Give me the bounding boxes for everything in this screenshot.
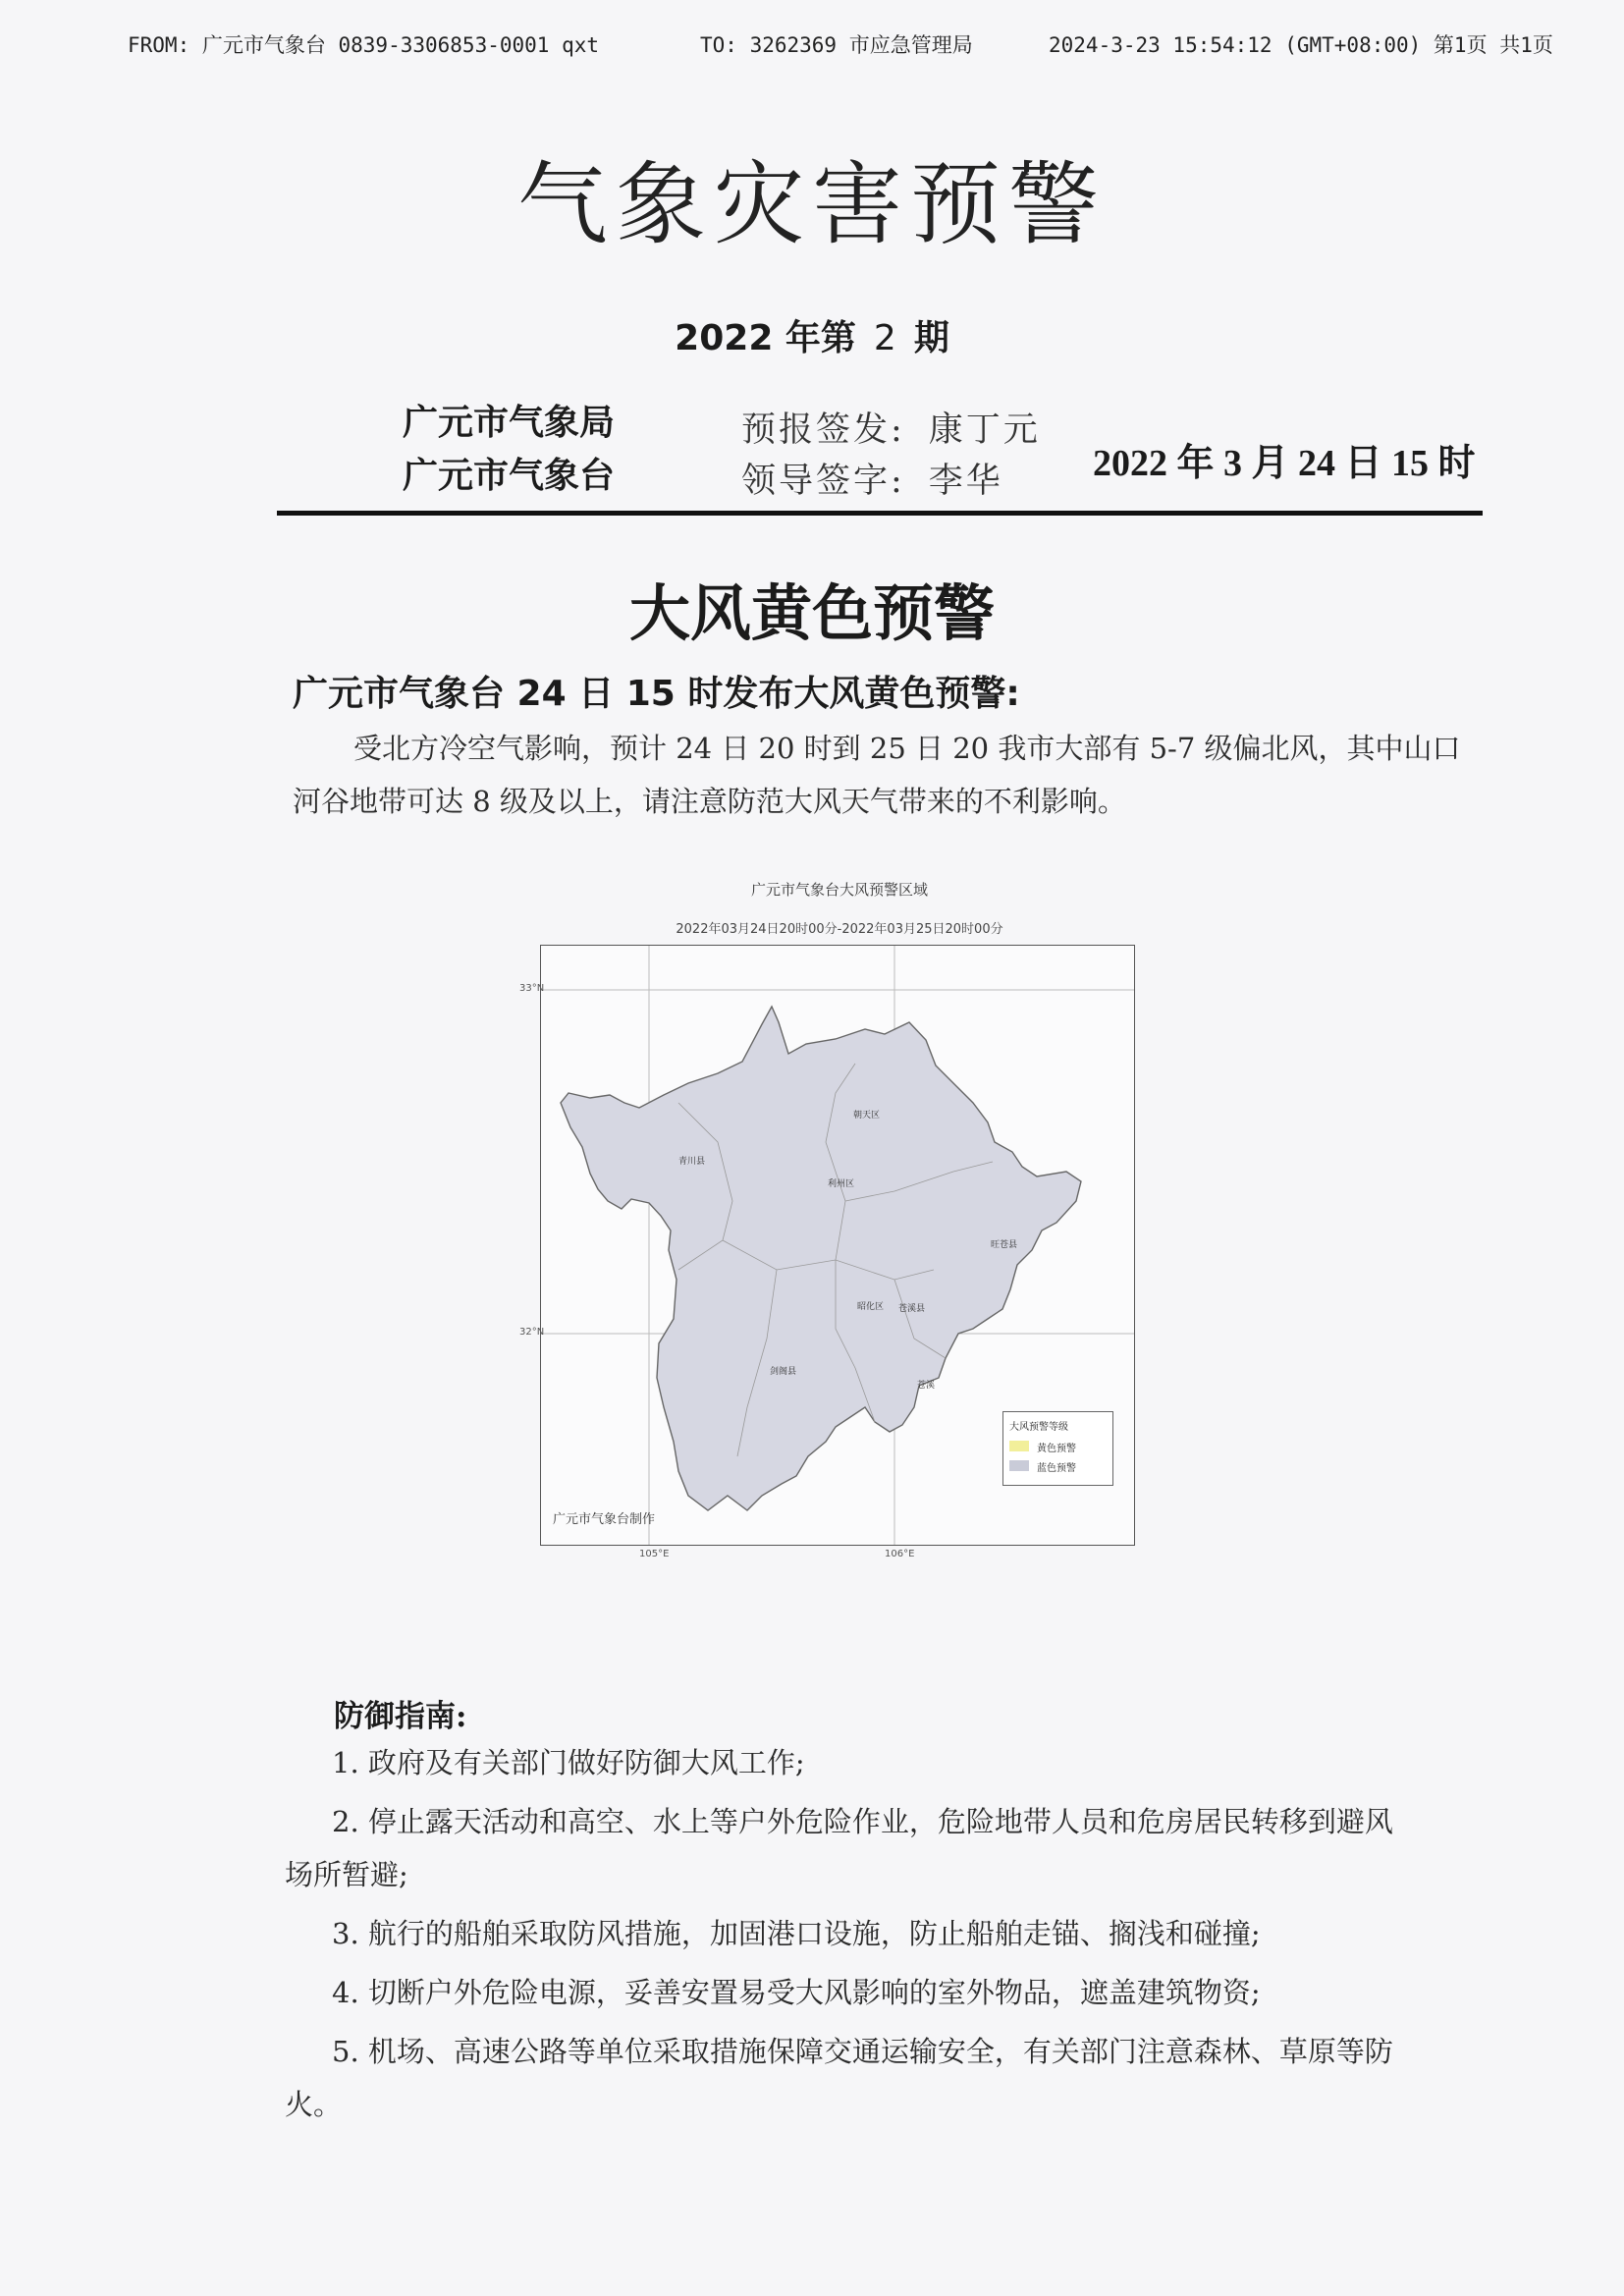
warning-body: 受北方冷空气影响，预计 24 日 20 时到 25 日 20 我市大部有 5-7 级偏北风，其中山口河谷地带可达 8 级及以上，请注意防范大风天气带来的不利影响。: [293, 732, 1461, 818]
fax-time: 2024-3-23 15:54:12 (GMT+08:00) 第1页 共1页: [1049, 33, 1553, 57]
county-label: 青川县: [678, 1157, 706, 1167]
document-title: 气象灾害预警: [516, 152, 1107, 257]
fax-to: TO: 3262369 市应急管理局: [700, 33, 973, 57]
header-divider: [277, 511, 1483, 516]
lat-label-top: 33°N: [519, 983, 545, 994]
issue-line: [0, 310, 1624, 360]
legend-label-yellow: 黄色预警: [1037, 1444, 1076, 1454]
issue-number: 2: [873, 318, 896, 358]
leader-signer-name: 李华: [928, 462, 1003, 501]
forecast-signer: [741, 403, 1041, 452]
map-credit: 广元市气象台制作: [553, 1512, 656, 1527]
legend-item-blue: [1009, 1459, 1108, 1473]
county-label: 苍溪县: [898, 1304, 926, 1314]
guide-heading: 防御指南:: [334, 1699, 467, 1734]
forecast-signer-name: 康丁元: [928, 410, 1041, 450]
lat-label-mid: 32°N: [519, 1327, 545, 1338]
warning-title: 大风黄色预警: [628, 577, 995, 649]
issue-date: 2022 年 3 月 24 日 15 时: [1093, 443, 1476, 484]
map-frame: [519, 945, 1135, 1559]
guide-item: 2. 停止露天活动和高空、水上等户外危险作业，危险地带人员和危房居民转移到避风场所暂避;: [285, 1805, 1393, 1891]
map-subtitle: 2022年03月24日20时00分-2022年03月25日20时00分: [676, 922, 1003, 937]
warning-lead: 广元市气象台 24 日 15 时发布大风黄色预警:: [293, 674, 1020, 714]
county-label: 利州区: [828, 1179, 855, 1189]
guide-item: 4. 切断户外危险电源，妥善安置易受大风影响的室外物品，遮盖建筑物资;: [332, 1976, 1261, 2009]
legend-title: 大风预警等级: [1009, 1422, 1068, 1433]
legend-swatch-yellow: [1009, 1441, 1029, 1451]
guide-item: 5. 机场、高速公路等单位采取措施保障交通运输安全，有关部门注意森林、草原等防火。: [285, 2035, 1393, 2121]
issue-prefix: 2022 年第: [675, 318, 856, 358]
legend-item-yellow: [1009, 1440, 1108, 1453]
map-title: 广元市气象台大风预警区域: [750, 881, 928, 899]
guide-item: 3. 航行的船舶采取防风措施，加固港口设施，防止船舶走锚、搁浅和碰撞;: [332, 1917, 1261, 1950]
org-bureau: 广元市气象局: [403, 402, 616, 443]
county-label: 剑阁县: [770, 1367, 797, 1377]
warning-map: [519, 879, 1154, 1576]
lon-label-left: 105°E: [639, 1549, 670, 1559]
guide-list: [285, 1736, 1414, 2137]
legend-swatch-blue: [1009, 1460, 1029, 1471]
county-label: 苍溪: [917, 1381, 936, 1391]
leader-signer: [741, 454, 1003, 503]
guide-item: 1. 政府及有关部门做好防御大风工作;: [332, 1746, 805, 1779]
lon-label-right: 106°E: [885, 1549, 915, 1559]
fax-from: FROM: 广元市气象台 0839-3306853-0001 qxt: [128, 33, 600, 57]
leader-signer-label: 领导签字:: [741, 462, 905, 501]
org-station: 广元市气象台: [403, 455, 616, 496]
county-label: 朝天区: [853, 1111, 881, 1121]
issue-suffix: 期: [913, 318, 949, 358]
map-legend: [1002, 1411, 1113, 1486]
county-label: 昭化区: [857, 1302, 885, 1312]
county-label: 旺苍县: [991, 1240, 1018, 1250]
legend-label-blue: 蓝色预警: [1037, 1463, 1076, 1474]
forecast-signer-label: 预报签发:: [741, 410, 905, 450]
